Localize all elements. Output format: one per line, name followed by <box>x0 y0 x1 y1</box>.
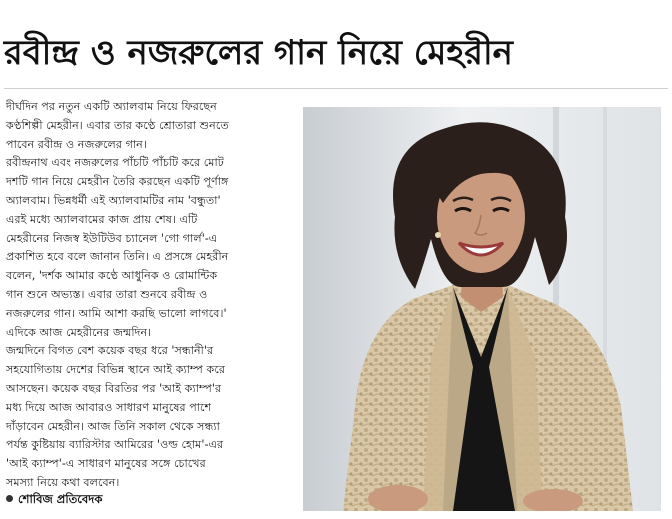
article-line: দীর্ঘদিন পর নতুন একটি অ্যালবাম নিয়ে ফিরছেন <box>6 100 217 113</box>
article-line: দাঁড়াবেন মেহরীন। আজ তিনি সকাল থেকে সন্ধ্যা <box>6 419 220 433</box>
earring <box>435 232 441 238</box>
article-line: সহযোগিতায় দেশের বিভিন্ন স্থানে আই ক্যাম্প করে <box>6 363 226 377</box>
article-line: রবীন্দ্রনাথ এবং নজরুলের পাঁচটি পাঁচটি করে মোট <box>6 156 224 170</box>
article-line: পাবেন রবীন্দ্র ও নজরুলের গান। <box>6 137 147 151</box>
article-line: কণ্ঠশিল্পী মেহরীন। এবার তার কণ্ঠে শ্রোতারা শুনতে <box>6 118 229 132</box>
portrait-photo <box>303 107 661 511</box>
article-line: বলেন, 'দর্শক আমার কণ্ঠে আধুনিক ও রোমান্টিক <box>6 269 218 283</box>
article-line: গান শুনে অভ্যস্ত। এবার তারা শুনবে রবীন্দ্র ও <box>6 287 208 301</box>
headline: রবীন্দ্র ও নজরুলের গান নিয়ে মেহরীন <box>4 33 513 73</box>
article-line: প্রকাশিত হবে বলে জানান তিনি। এ প্রসঙ্গে মেহরীন <box>6 250 229 264</box>
article-body <box>6 98 296 498</box>
article-line: জন্মদিনে বিগত বেশ কয়েক বছর ধরে 'সন্ধানী'র <box>6 344 214 358</box>
article-line: দশটি গান নিয়ে মেহরীন তৈরি করছেন একটি পূর্ণাঙ্গ <box>6 175 229 189</box>
byline <box>6 490 102 508</box>
headline-divider <box>4 88 668 89</box>
article-line: অ্যালবাম। ভিন্নধর্মী এই অ্যালবামটির নাম 'বন্ধুতা' <box>6 193 221 207</box>
byline-bullet-icon <box>6 495 13 502</box>
portrait-illustration <box>303 107 661 511</box>
article-line: মধ্য দিয়ে আজ আবারও সাধারণ মানুষের পাশে <box>6 400 212 414</box>
article-line: নজরুলের গান। আমি আশা করছি ভালো লাগবে।' <box>6 306 227 320</box>
article-line: মেহরীনের নিজস্ব ইউটিউব চ্যানেল 'গো গার্ল'-এ <box>6 231 218 245</box>
article-line: আসছেন। কয়েক বছর বিরতির পর 'আই ক্যাম্প'র <box>6 381 222 395</box>
article-line: এদিকে আজ মেহরীনের জন্মদিন। <box>6 325 152 339</box>
article-line: পর্যন্ত কুষ্টিয়ায় ব্যারিস্টার আমিরের 'ওল্ড হোম'-এর <box>6 438 224 452</box>
article-line: সমস্যা নিয়ে কথা বলবেন। <box>6 475 120 489</box>
byline-text: শোবিজ প্রতিবেদক <box>18 492 103 506</box>
article-line: 'আই ক্যাম্প'-এ সাধারণ মানুষের সঙ্গে চোখের <box>6 457 206 471</box>
article-line: এরই মধ্যে অ্যালবামের কাজ প্রায় শেষ। এটি <box>6 212 198 226</box>
